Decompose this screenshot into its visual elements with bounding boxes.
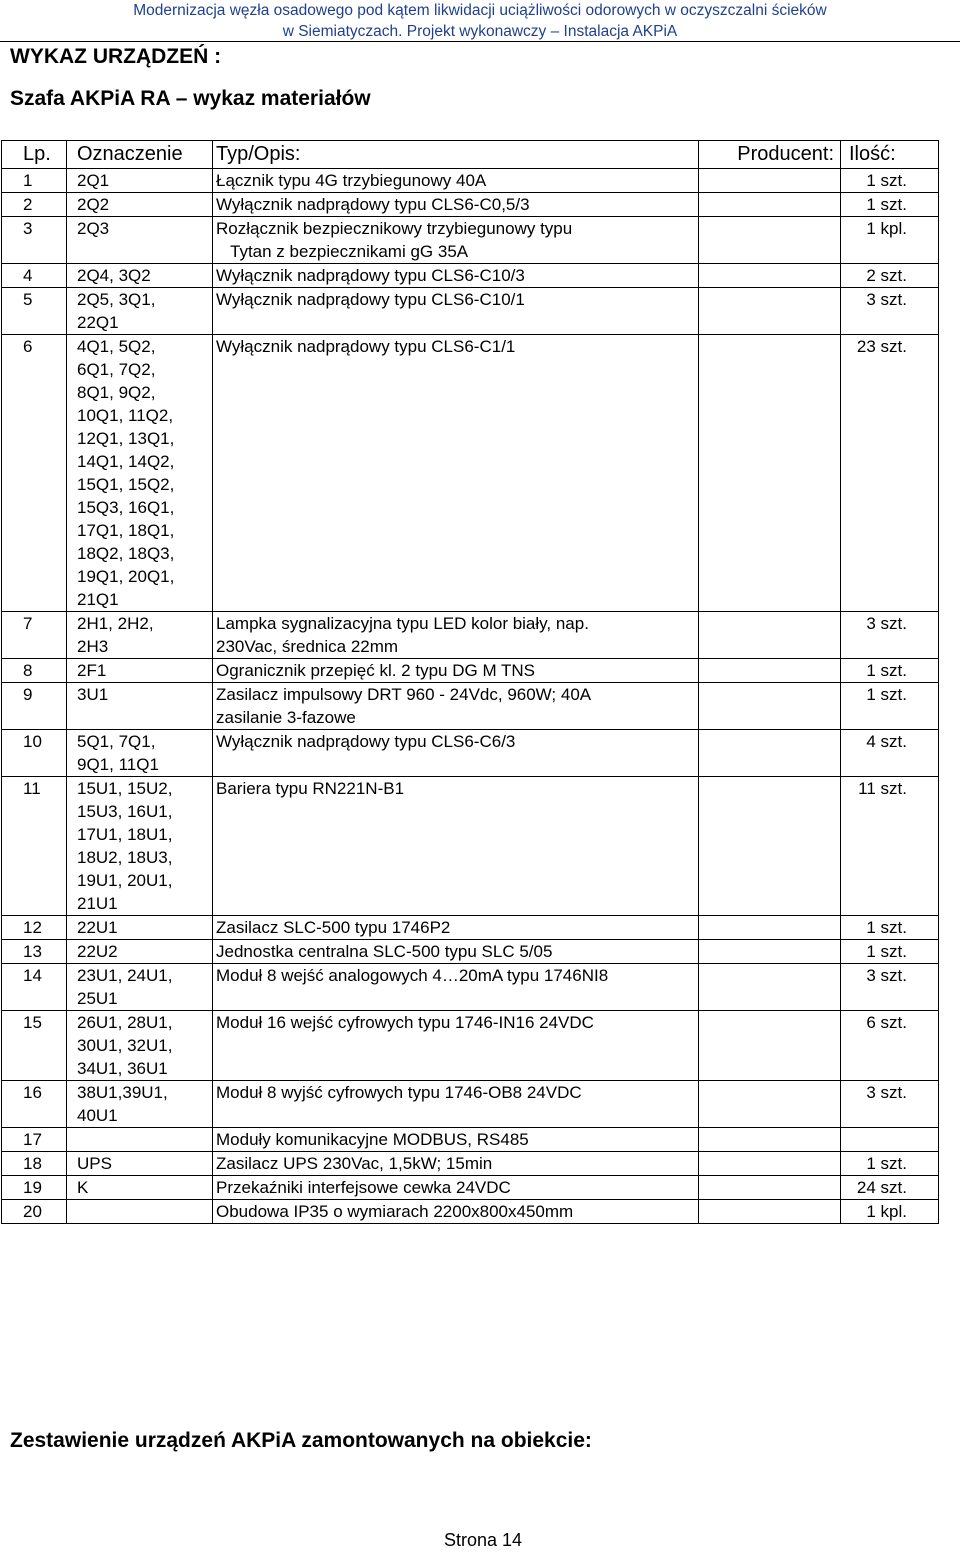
cell-lp: 6 <box>2 335 67 612</box>
cell-oznaczenie <box>67 659 213 683</box>
oznaczenie-line: 19U1, 20U1, <box>77 871 173 890</box>
cell-lp: 14 <box>2 964 67 1011</box>
cell-lp: 17 <box>2 1128 67 1152</box>
cell-ilosc: 1 szt. <box>841 916 939 940</box>
table-body <box>2 169 939 1224</box>
cell-lp: 11 <box>2 777 67 916</box>
oznaczenie-line: 2Q4, 3Q2 <box>77 266 151 285</box>
cell-lp: 4 <box>2 264 67 288</box>
table-row <box>2 777 939 916</box>
oznaczenie-line <box>77 1128 212 1151</box>
table-row <box>2 1176 939 1200</box>
oznaczenie-line: 6Q1, 7Q2, <box>77 360 156 379</box>
oznaczenie-line: 38U1,39U1, <box>77 1083 168 1102</box>
cell-ilosc: 11 szt. <box>841 777 939 916</box>
table-row <box>2 730 939 777</box>
cell-typ-opis <box>213 1176 699 1200</box>
opis-line: Wyłącznik nadprądowy typu CLS6-C10/3 <box>216 266 525 285</box>
oznaczenie-line: 25U1 <box>77 989 118 1008</box>
cell-ilosc: 23 szt. <box>841 335 939 612</box>
table-row <box>2 1200 939 1224</box>
opis-line: Łącznik typu 4G trzybiegunowy 40A <box>216 171 487 190</box>
table-row <box>2 612 939 659</box>
cell-typ-opis <box>213 335 699 612</box>
cell-producent <box>699 217 841 264</box>
section-subtitle: Szafa AKPiA RA – wykaz materiałów <box>10 87 371 110</box>
materials-table <box>1 140 939 1224</box>
table-row <box>2 916 939 940</box>
oznaczenie-line: 2F1 <box>77 661 107 680</box>
header-line-2: w Siemiatyczach. Projekt wykonawczy – Instalacja AKPiA <box>282 23 678 40</box>
column-header-oznaczenie: Oznaczenie <box>67 141 213 169</box>
cell-producent <box>699 288 841 335</box>
cell-producent <box>699 169 841 193</box>
cell-ilosc: 2 szt. <box>841 264 939 288</box>
table-row <box>2 1152 939 1176</box>
cell-typ-opis <box>213 777 699 916</box>
table-row <box>2 1128 939 1152</box>
cell-producent <box>699 1176 841 1200</box>
oznaczenie-line: 34U1, 36U1 <box>77 1059 168 1078</box>
oznaczenie-line: 40U1 <box>77 1106 118 1125</box>
table-row <box>2 169 939 193</box>
cell-lp: 9 <box>2 683 67 730</box>
cell-oznaczenie <box>67 612 213 659</box>
opis-line: Ogranicznik przepięć kl. 2 typu DG M TNS <box>216 661 536 680</box>
oznaczenie-line: 5Q1, 7Q1, <box>77 732 156 751</box>
cell-producent <box>699 1200 841 1224</box>
oznaczenie-line: 2Q1 <box>77 171 110 190</box>
cell-oznaczenie <box>67 683 213 730</box>
cell-producent <box>699 264 841 288</box>
oznaczenie-line: 22U2 <box>77 942 118 961</box>
opis-line: Zasilacz impulsowy DRT 960 - 24Vdc, 960W; 40A <box>216 685 592 704</box>
cell-producent <box>699 683 841 730</box>
section-title: Zestawienie urządzeń AKPiA zamontowanych na obiekcie: <box>10 1429 592 1452</box>
cell-oznaczenie <box>67 777 213 916</box>
oznaczenie-line: 30U1, 32U1, <box>77 1036 173 1055</box>
cell-lp: 16 <box>2 1081 67 1128</box>
cell-ilosc: 1 kpl. <box>841 1200 939 1224</box>
cell-typ-opis <box>213 1200 699 1224</box>
opis-line: 230Vac, średnica 22mm <box>216 637 399 656</box>
table-row <box>2 1011 939 1081</box>
cell-ilosc: 3 szt. <box>841 288 939 335</box>
cell-oznaczenie <box>67 1081 213 1128</box>
table-row <box>2 659 939 683</box>
oznaczenie-line: UPS <box>77 1154 112 1173</box>
table-header-row <box>2 141 939 169</box>
cell-producent <box>699 1128 841 1152</box>
table-row <box>2 683 939 730</box>
column-header-ilosc: Ilość: <box>841 141 939 169</box>
opis-line: Wyłącznik nadprądowy typu CLS6-C10/1 <box>216 290 525 309</box>
oznaczenie-line: 18Q2, 18Q3, <box>77 544 175 563</box>
cell-oznaczenie <box>67 193 213 217</box>
oznaczenie-line: 3U1 <box>77 685 109 704</box>
opis-line: Moduły komunikacyjne MODBUS, RS485 <box>216 1130 529 1149</box>
opis-line: Zasilacz UPS 230Vac, 1,5kW; 15min <box>216 1154 493 1173</box>
table-row <box>2 940 939 964</box>
column-header-lp: Lp. <box>2 141 67 169</box>
cell-oznaczenie <box>67 1200 213 1224</box>
cell-producent <box>699 659 841 683</box>
oznaczenie-line: 23U1, 24U1, <box>77 966 173 985</box>
cell-ilosc: 1 szt. <box>841 683 939 730</box>
oznaczenie-line: 2H3 <box>77 637 109 656</box>
cell-oznaczenie <box>67 730 213 777</box>
cell-lp: 2 <box>2 193 67 217</box>
cell-ilosc: 1 szt. <box>841 940 939 964</box>
page-number: Strona 14 <box>443 1530 523 1550</box>
cell-producent <box>699 777 841 916</box>
oznaczenie-line: 21U1 <box>77 894 118 913</box>
cell-typ-opis <box>213 217 699 264</box>
cell-typ-opis <box>213 193 699 217</box>
cell-typ-opis <box>213 1152 699 1176</box>
oznaczenie-line: 22Q1 <box>77 313 119 332</box>
cell-lp: 3 <box>2 217 67 264</box>
oznaczenie-line: 9Q1, 11Q1 <box>77 755 159 774</box>
oznaczenie-line: 8Q1, 9Q2, <box>77 383 156 402</box>
cell-lp: 12 <box>2 916 67 940</box>
cell-ilosc: 1 kpl. <box>841 217 939 264</box>
oznaczenie-line: 2Q2 <box>77 195 110 214</box>
table-row <box>2 1081 939 1128</box>
cell-typ-opis <box>213 964 699 1011</box>
opis-line: Rozłącznik bezpiecznikowy trzybiegunowy typu <box>216 219 573 238</box>
cell-producent <box>699 1011 841 1081</box>
opis-line: Wyłącznik nadprądowy typu CLS6-C0,5/3 <box>216 195 530 214</box>
cell-lp: 13 <box>2 940 67 964</box>
oznaczenie-line: 10Q1, 11Q2, <box>77 406 174 425</box>
cell-typ-opis <box>213 612 699 659</box>
cell-oznaczenie <box>67 264 213 288</box>
opis-line: Obudowa IP35 o wymiarach 2200x800x450mm <box>216 1202 574 1221</box>
cell-typ-opis <box>213 169 699 193</box>
oznaczenie-line: 15Q1, 15Q2, <box>77 475 175 494</box>
oznaczenie-line: 17U1, 18U1, <box>77 825 173 844</box>
cell-producent <box>699 964 841 1011</box>
table-row <box>2 217 939 264</box>
cell-typ-opis <box>213 916 699 940</box>
oznaczenie-line: 14Q1, 14Q2, <box>77 452 175 471</box>
document-header <box>0 0 960 42</box>
cell-typ-opis <box>213 288 699 335</box>
cell-ilosc: 3 szt. <box>841 612 939 659</box>
cell-ilosc <box>841 1128 939 1152</box>
opis-line: Wyłącznik nadprądowy typu CLS6-C1/1 <box>216 337 516 356</box>
cell-lp: 8 <box>2 659 67 683</box>
opis-line: zasilanie 3-fazowe <box>216 708 356 727</box>
oznaczenie-line: 12Q1, 13Q1, <box>77 429 175 448</box>
cell-typ-opis <box>213 1011 699 1081</box>
cell-producent <box>699 940 841 964</box>
opis-line: Tytan z bezpiecznikami gG 35A <box>230 242 469 261</box>
column-header-typ-opis: Typ/Opis: <box>213 141 699 169</box>
cell-producent <box>699 1152 841 1176</box>
cell-typ-opis <box>213 1128 699 1152</box>
opis-line: Moduł 8 wyjść cyfrowych typu 1746-OB8 24VDC <box>216 1083 582 1102</box>
cell-typ-opis <box>213 730 699 777</box>
opis-line: Moduł 16 wejść cyfrowych typu 1746-IN16 24VDC <box>216 1013 594 1032</box>
page-title: WYKAZ URZĄDZEŃ : <box>10 45 222 68</box>
opis-line: Lampka sygnalizacyjna typu LED kolor biały, nap. <box>216 614 589 633</box>
cell-typ-opis <box>213 1081 699 1128</box>
cell-ilosc: 6 szt. <box>841 1011 939 1081</box>
oznaczenie-line: K <box>77 1178 89 1197</box>
opis-line: Wyłącznik nadprądowy typu CLS6-C6/3 <box>216 732 516 751</box>
oznaczenie-line: 15Q3, 16Q1, <box>77 498 175 517</box>
oznaczenie-line: 2H1, 2H2, <box>77 614 154 633</box>
cell-typ-opis <box>213 659 699 683</box>
table-row <box>2 335 939 612</box>
oznaczenie-line: 18U2, 18U3, <box>77 848 173 867</box>
opis-line: Bariera typu RN221N-B1 <box>216 779 405 798</box>
column-header-producent: Producent: <box>699 141 841 169</box>
oznaczenie-line: 2Q3 <box>77 219 110 238</box>
oznaczenie-line: 22U1 <box>77 918 118 937</box>
header-line-1: Modernizacja węzła osadowego pod kątem likwidacji uciążliwości odorowych w oczyszczalni ścieków <box>133 2 827 19</box>
table-row <box>2 288 939 335</box>
cell-lp: 10 <box>2 730 67 777</box>
cell-producent <box>699 916 841 940</box>
cell-oznaczenie <box>67 940 213 964</box>
cell-ilosc: 24 szt. <box>841 1176 939 1200</box>
oznaczenie-line: 4Q1, 5Q2, <box>77 337 156 356</box>
table-row <box>2 964 939 1011</box>
opis-line: Przekaźniki interfejsowe cewka 24VDC <box>216 1178 511 1197</box>
table-row <box>2 193 939 217</box>
oznaczenie-line: 19Q1, 20Q1, <box>77 567 175 586</box>
oznaczenie-line: 21Q1 <box>77 590 119 609</box>
cell-ilosc: 3 szt. <box>841 964 939 1011</box>
table-row <box>2 264 939 288</box>
cell-typ-opis <box>213 683 699 730</box>
cell-oznaczenie <box>67 288 213 335</box>
cell-ilosc: 1 szt. <box>841 169 939 193</box>
cell-oznaczenie <box>67 1176 213 1200</box>
oznaczenie-line: 15U3, 16U1, <box>77 802 173 821</box>
cell-lp: 18 <box>2 1152 67 1176</box>
cell-lp: 20 <box>2 1200 67 1224</box>
oznaczenie-line: 15U1, 15U2, <box>77 779 173 798</box>
oznaczenie-line: 2Q5, 3Q1, <box>77 290 156 309</box>
cell-producent <box>699 335 841 612</box>
cell-lp: 7 <box>2 612 67 659</box>
opis-line: Jednostka centralna SLC-500 typu SLC 5/05 <box>216 942 553 961</box>
cell-producent <box>699 1081 841 1128</box>
cell-lp: 15 <box>2 1011 67 1081</box>
cell-oznaczenie <box>67 1152 213 1176</box>
cell-ilosc: 3 szt. <box>841 1081 939 1128</box>
cell-producent <box>699 730 841 777</box>
cell-ilosc: 4 szt. <box>841 730 939 777</box>
oznaczenie-line <box>77 1200 212 1223</box>
oznaczenie-line: 26U1, 28U1, <box>77 1013 173 1032</box>
cell-ilosc: 1 szt. <box>841 193 939 217</box>
cell-lp: 1 <box>2 169 67 193</box>
cell-typ-opis <box>213 264 699 288</box>
cell-oznaczenie <box>67 916 213 940</box>
cell-lp: 19 <box>2 1176 67 1200</box>
cell-oznaczenie <box>67 964 213 1011</box>
cell-oznaczenie <box>67 217 213 264</box>
cell-oznaczenie <box>67 1128 213 1152</box>
cell-ilosc: 1 szt. <box>841 1152 939 1176</box>
cell-producent <box>699 612 841 659</box>
oznaczenie-line: 17Q1, 18Q1, <box>77 521 175 540</box>
cell-ilosc: 1 szt. <box>841 659 939 683</box>
opis-line: Moduł 8 wejść analogowych 4…20mA typu 1746NI8 <box>216 966 609 985</box>
opis-line: Zasilacz SLC-500 typu 1746P2 <box>216 918 451 937</box>
cell-typ-opis <box>213 940 699 964</box>
cell-oznaczenie <box>67 335 213 612</box>
cell-oznaczenie <box>67 169 213 193</box>
cell-oznaczenie <box>67 1011 213 1081</box>
cell-lp: 5 <box>2 288 67 335</box>
cell-producent <box>699 193 841 217</box>
